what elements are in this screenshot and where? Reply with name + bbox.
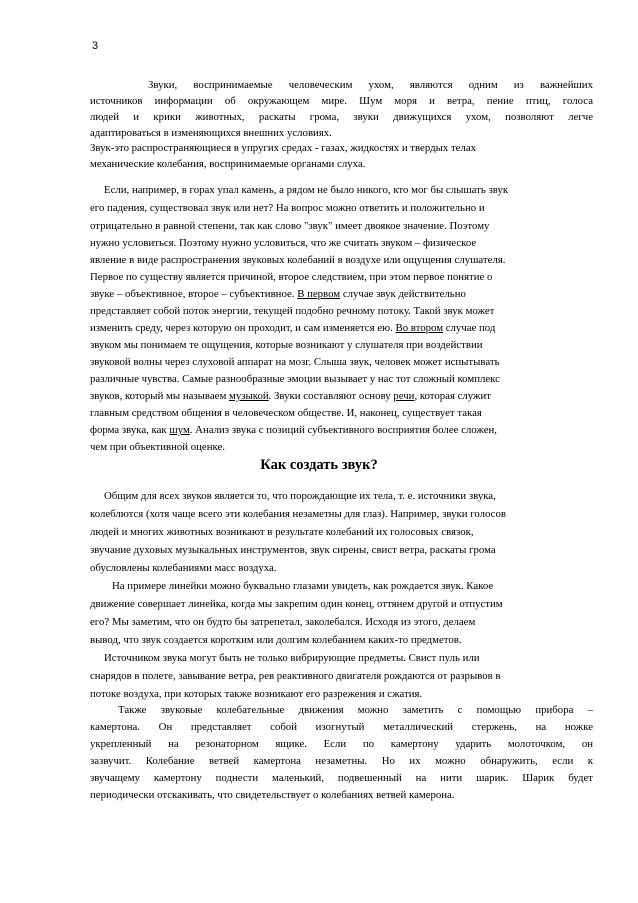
text-span: изменить среду, через которую он проходит, и сам изменяется ею. <box>90 322 393 334</box>
text-line: нужно условиться. Поэтому нужно условиться, что же считать звуком – физическое <box>90 237 477 249</box>
text-line: его? Мы заметим, что он будто бы затрепетал, заколебался. Исходя из этого, делаем <box>90 616 476 628</box>
text-line: камертона. Он представляет собой изогнутый металлический стержень, на ножке <box>90 721 593 733</box>
text-line: представляет собой поток энергии, текущей подобно речному потоку. Такой звук может <box>90 305 495 317</box>
text-line: звучащему камертону поднести маленький, подвешенный на нити шарик. Шарик будет <box>90 772 593 784</box>
text-line <box>90 288 593 300</box>
text-line: звучание духовых музыкальных инструментов, звук сирены, свист ветра, раскаты грома <box>90 544 496 556</box>
text-line: Общим для всех звуков является то, что порождающие их тела, т. е. источники звука, <box>104 490 496 502</box>
text-line: людей и многих животных возникают в результате колебаний их голосовых связок, <box>90 526 474 538</box>
text-line: чем при объективной оценке. <box>90 441 225 453</box>
underlined-term: В первом <box>297 288 341 300</box>
text-line: явление в виде распространения звуковых колебаний в воздухе или ощущения слушателя. <box>90 254 506 266</box>
underlined-term: Во втором <box>395 322 444 334</box>
text-line: Звуки, воспринимаемые человеческим ухом, являются одним из важнейших <box>148 79 593 91</box>
text-line <box>90 424 593 436</box>
text-line: периодически отскакивать, что свидетельствует о колебаниях ветвей камерона. <box>90 789 455 801</box>
text-line <box>90 322 593 334</box>
text-span: . Анализ звука с позиций субъективного восприятия более сложен, <box>189 424 498 436</box>
text-line: людей и крики животных, раскаты грома, звуки движущихся ухом, позволяют легче <box>90 111 593 123</box>
text-line: его падения, существовал звук или нет? На вопрос можно ответить и положительно и <box>90 202 485 214</box>
text-line: Первое по существу является причиной, второе следствием, при этом первое понятие о <box>90 271 493 283</box>
text-span: . Звуки составляют основу <box>268 390 391 402</box>
text-line: укрепленный на резонаторном ящике. Если по камертону ударить молоточком, он <box>90 738 593 750</box>
text-line: снарядов в полете, завывание ветра, рев реактивного двигателя рождаются от разрывов в <box>90 670 501 682</box>
underlined-term: речи <box>393 390 415 402</box>
text-line: различные чувства. Самые разнообразные эмоции вызывает у нас тот сложный комплекс <box>90 373 500 385</box>
text-line: механические колебания, воспринимаемые органами слуха. <box>90 158 366 170</box>
text-line: Звук-это распространяющиеся в упругих средах - газах, жидкостях и твердых телах <box>90 142 477 154</box>
underlined-term: шум <box>169 424 190 436</box>
text-line <box>90 390 593 402</box>
text-line: главным средством общения в человеческом обществе. И, наконец, существует такая <box>90 407 482 419</box>
text-span: случае под <box>445 322 496 334</box>
text-span: звуков, который мы называем <box>90 390 227 402</box>
text-line: звуковой волны через слуховой аппарат на мозг. Слыша звук, человек может испытывать <box>90 356 500 368</box>
text-line: На примере линейки можно буквально глазами увидеть, как рождается звук. Какое <box>112 580 494 592</box>
text-span: , которая служит <box>414 390 492 402</box>
text-line: колеблются (хотя чаще всего эти колебания незаметны для глаз). Например, звуки голосов <box>90 508 506 520</box>
page-number: 3 <box>92 40 99 52</box>
text-line: движение совершает линейка, когда мы закрепим один конец, оттянем другой и отпустим <box>90 598 503 610</box>
text-line: обусловлены колебаниями масс воздуха. <box>90 562 277 574</box>
text-line: Если, например, в горах упал камень, а рядом не было никого, кто мог бы слышать звук <box>104 184 509 196</box>
text-span: форма звука, как <box>90 424 167 436</box>
section-heading: Как создать звук? <box>260 457 378 473</box>
text-line: адаптироваться в изменяющихся внешних условиях. <box>90 127 332 139</box>
text-span: звуке – объективное, второе – субъективное. <box>90 288 295 300</box>
underlined-term: музыкой <box>229 390 269 402</box>
text-line: отрицательно в равной степени, так как слово "звук" имеет двоякое значение. Поэтому <box>90 220 490 232</box>
text-line: Источником звука могут быть не только вибрирующие предметы. Свист пуль или <box>104 652 480 664</box>
text-line: звуком мы понимаем те ощущения, которые возникают у слушателя при воздействии <box>90 339 483 351</box>
text-line: вывод, что звук создается коротким или долгим колебанием каких-то предметов. <box>90 634 462 646</box>
text-line: зазвучит. Колебание ветвей камертона незаметны. Но их можно обнаружить, если к <box>90 755 593 767</box>
text-line: потоке воздуха, при которых также возникают его разрежения и сжатия. <box>90 688 423 700</box>
text-line: источников информации об окружающем мире. Шум моря и ветра, пение птиц, голоса <box>90 95 593 107</box>
text-line: Также звуковые колебательные движения можно заметить с помощью прибора – <box>118 704 593 716</box>
text-span: случае звук действительно <box>342 288 466 300</box>
